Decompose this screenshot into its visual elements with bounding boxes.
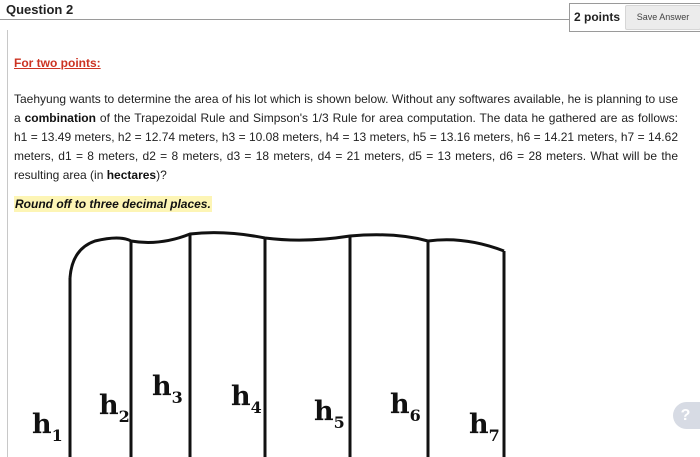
question-text-part3: )? — [156, 168, 167, 182]
label-h3: $h_3$ — [152, 371, 183, 407]
points-box — [569, 3, 700, 32]
label-h5: $h_5$ — [314, 396, 345, 432]
label-h2: $h_2$ — [99, 390, 130, 426]
question-icon[interactable]: ? — [673, 402, 700, 429]
question-title: Question 2 — [6, 2, 74, 17]
for-two-points-heading: For two points: — [14, 56, 101, 70]
question-text-part2: of the Trapezoidal Rule and Simpson's 1/3 Rule for area computation. The data he gathered are as follows: h1 = 13.49 meters, h2 = 12.74 meters, h3 = 10.08 meters, h4 = 13 meters, h5 = 13.16 meters, h6 = 14.21 meters, h7 = 14.62 meters, d1 = 8 meters, d2 = 8 meters, d3 = 18 meters, d4 = 21 meters, d5 = 13 meters, d6 = 28 meters. What will be the resulting area (in — [14, 111, 679, 182]
label-h1: $h_1$ — [32, 409, 63, 445]
question-text-part1: Taehyung wants to determine the area of his lot which is shown below. Without any softwares available, he is planning to use a — [14, 92, 678, 125]
label-h6: $h_6$ — [390, 389, 421, 425]
save-answer-button[interactable]: Save Answer — [625, 5, 700, 30]
combination-emphasis: combination — [24, 111, 96, 125]
lot-figure — [0, 228, 700, 457]
round-off-note: Round off to three decimal places. — [15, 197, 211, 211]
label-h4: $h_4$ — [231, 381, 262, 417]
points-label: 2 points — [574, 10, 621, 24]
lot-top-boundary — [70, 233, 504, 278]
question-text — [14, 90, 678, 185]
hectares-emphasis: hectares — [106, 168, 157, 182]
label-h7: $h_7$ — [469, 409, 500, 445]
